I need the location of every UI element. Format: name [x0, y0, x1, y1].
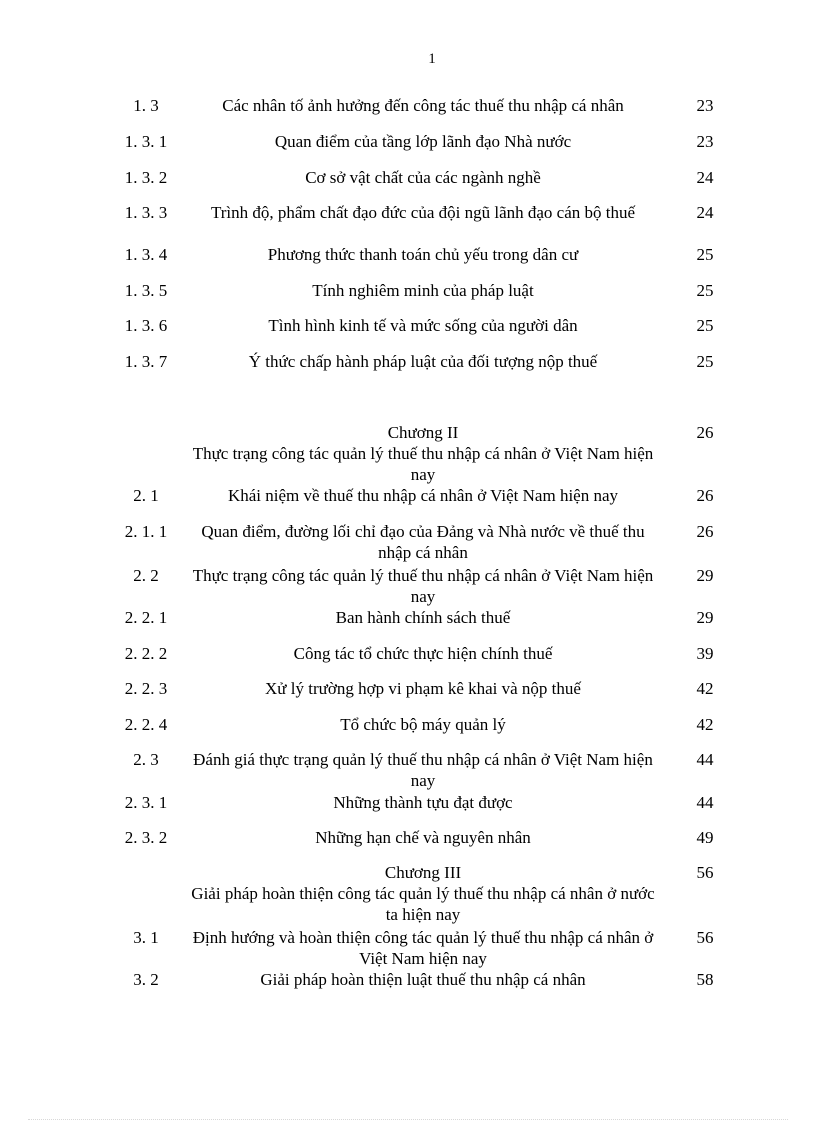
toc-entry-title: Những thành tựu đạt được [333, 793, 513, 812]
toc-entry-page: 56 [696, 863, 714, 882]
toc-entry-number: 1. 3. 7 [124, 352, 168, 371]
toc-entry-page: 42 [696, 679, 714, 698]
toc-entry-page: 56 [696, 928, 714, 947]
toc-entry-number: 2. 2. 4 [124, 715, 168, 734]
toc-entry-title: Tổ chức bộ máy quản lý [340, 715, 506, 734]
toc-entry-page: 58 [696, 970, 714, 989]
toc-entry-page: 39 [696, 644, 714, 663]
toc-entry-title: Ý thức chấp hành pháp luật của đối tượng nộp thuế [248, 352, 598, 371]
toc-entry-number: 2. 2 [133, 566, 159, 585]
toc-entry-number: 2. 2. 3 [124, 679, 168, 698]
toc-entry-number: 2. 2. 2 [124, 644, 168, 663]
toc-entry-page: 29 [696, 566, 714, 585]
toc-entry-page: 24 [696, 203, 714, 222]
toc-entry-number: 1. 3. 6 [124, 316, 168, 335]
toc-entry-title: Khái niệm về thuế thu nhập cá nhân ở Việt Nam hiện nay [227, 486, 619, 505]
toc-entry-title: Đánh giá thực trạng quản lý thuế thu nhập cá nhân ở Việt Nam hiện nay [193, 750, 653, 790]
toc-entry-page: 26 [696, 486, 714, 505]
toc-entry-number: 2. 3 [133, 750, 159, 769]
toc-entry-number: 2. 2. 1 [124, 608, 168, 627]
toc-entry-page: 25 [696, 352, 714, 371]
toc-entry-number: 3. 2 [133, 970, 159, 989]
toc-entry-number: 1. 3. 1 [124, 132, 168, 151]
toc-entry-number: 2. 1 [133, 486, 159, 505]
toc-entry-title: Xử lý trường hợp vi phạm kê khai và nộp thuế [265, 679, 581, 698]
toc-entry-title: Công tác tổ chức thực hiện chính thuế [293, 644, 553, 663]
toc-entry-number: 1. 3. 5 [124, 281, 168, 300]
toc-entry-page: 25 [696, 281, 714, 300]
toc-entry-number: 2. 1. 1 [124, 522, 168, 541]
toc-entry-number: 3. 1 [133, 928, 159, 947]
toc-entry-title: Phương thức thanh toán chủ yếu trong dân cư [267, 245, 579, 264]
page-number: 1 [428, 51, 436, 67]
toc-entry-page: 29 [696, 608, 714, 627]
toc-chapter-title: Chương II Thực trạng công tác quản lý thuế thu nhập cá nhân ở Việt Nam hiện nay [192, 423, 654, 484]
toc-entry-title: Tính nghiêm minh của pháp luật [312, 281, 534, 300]
toc-entry-title: Định hướng và hoàn thiện công tác quản lý thuế thu nhập cá nhân ở Việt Nam hiện nay [192, 928, 654, 968]
toc-entry-number: 1. 3 [133, 96, 159, 115]
toc-entry-title: Những hạn chế và nguyên nhân [315, 828, 531, 847]
toc-entry-page: 24 [696, 168, 714, 187]
toc-entry-number: 2. 3. 1 [124, 793, 168, 812]
toc-entry-title: Các nhân tố ảnh hưởng đến công tác thuế thu nhập cá nhân [222, 96, 624, 115]
toc-entry-title: Tình hình kinh tế và mức sống của người dân [268, 316, 578, 335]
toc-entry-page: 25 [696, 245, 714, 264]
toc-entry-title: Giải pháp hoàn thiện luật thuế thu nhập cá nhân [260, 970, 586, 989]
toc-entry-page: 44 [696, 750, 714, 769]
toc-chapter-title: Chương III Giải pháp hoàn thiện công tác quản lý thuế thu nhập cá nhân ở nước ta hiện nay [191, 863, 655, 924]
toc-entry-page: 42 [696, 715, 714, 734]
toc-entry-title: Quan điểm của tầng lớp lãnh đạo Nhà nước [274, 132, 572, 151]
toc-entry-title: Thực trạng công tác quản lý thuế thu nhập cá nhân ở Việt Nam hiện nay [192, 566, 654, 606]
toc-entry-page: 23 [696, 132, 714, 151]
toc-entry-number: 1. 3. 2 [124, 168, 168, 187]
toc-entry-number: 1. 3. 4 [124, 245, 168, 264]
toc-entry-title: Cơ sở vật chất của các ngành nghề [305, 168, 541, 187]
toc-entry-number: 2. 3. 2 [124, 828, 168, 847]
toc-entry-page: 26 [696, 522, 714, 541]
toc-entry-page: 23 [696, 96, 714, 115]
page-bottom-rule [28, 1119, 788, 1120]
toc-entry-page: 49 [696, 828, 714, 847]
toc-entry-page: 25 [696, 316, 714, 335]
toc-entry-title: Trình độ, phẩm chất đạo đức của đội ngũ lãnh đạo cán bộ thuế [210, 203, 636, 222]
toc-entry-title: Ban hành chính sách thuế [335, 608, 511, 627]
toc-entry-page: 26 [696, 423, 714, 442]
toc-entry-number: 1. 3. 3 [124, 203, 168, 222]
toc-entry-title: Quan điểm, đường lối chỉ đạo của Đảng và Nhà nước về thuế thu nhập cá nhân [201, 522, 645, 562]
toc-entry-page: 44 [696, 793, 714, 812]
